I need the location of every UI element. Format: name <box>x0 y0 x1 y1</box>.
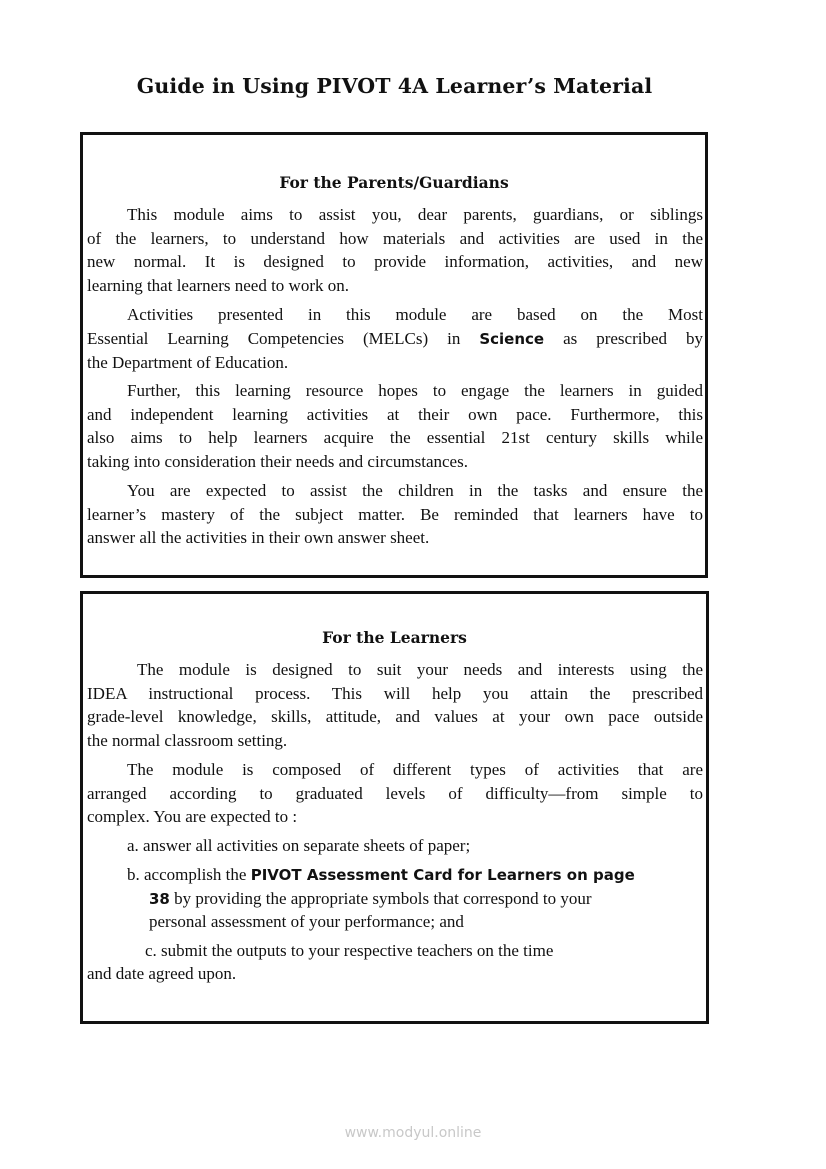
list-item-c-cont: and date agreed upon. <box>87 964 237 983</box>
footer-watermark: www.modyul.online <box>344 1125 482 1141</box>
page-title: Guide in Using PIVOT 4A Learner’s Material <box>136 74 653 98</box>
learners-paragraph-1: The module is designed to suit your needs and interests using the IDEA instructional process. This will help you attain the prescribed grade-level knowledge, skills, attitude, and values at your own pace outside the normal classroom setting. <box>87 660 703 750</box>
list-item-c: c. submit the outputs to your respective teachers on the time <box>145 941 554 960</box>
parents-paragraph-4: You are expected to assist the children in the tasks and ensure the learner’s mastery of the subject matter. Be reminded that learners have to answer all the activities in their own answer sheet. <box>87 481 703 548</box>
learners-heading: For the Learners <box>322 628 467 647</box>
parents-paragraph-3: Further, this learning resource hopes to engage the learners in guided and independent learning activities at their own pace. Furthermore, this also aims to help learners acquire the essential 21st century skills while taking into consideration their needs and circumstances. <box>87 381 703 471</box>
parents-heading: For the Parents/Guardians <box>279 173 509 192</box>
parents-paragraph-2: Activities presented in this module are based on the Most Essential Learning Competencies (MELCs) in Science as prescribed by the Department of Education. <box>87 305 703 373</box>
parents-guardians-box <box>80 132 708 578</box>
list-item-b-cont2: personal assessment of your performance; and <box>149 912 464 931</box>
list-item-a: a. answer all activities on separate sheets of paper; <box>127 836 471 855</box>
learners-box <box>80 591 709 1024</box>
subject-science: Science <box>479 329 545 348</box>
list-item-b: b. accomplish the PIVOT Assessment Card for Learners on page <box>127 865 635 884</box>
list-item-b-cont: 38 by providing the appropriate symbols that correspond to your <box>149 889 592 908</box>
parents-paragraph-1: This module aims to assist you, dear parents, guardians, or siblings of the learners, to understand how materials and activities are used in the new normal. It is designed to provide information, activities, and new learning that learners need to work on. <box>87 205 703 295</box>
learners-paragraph-2: The module is composed of different types of activities that are arranged according to graduated levels of difficulty—from simple to complex. You are expected to : <box>87 760 703 827</box>
